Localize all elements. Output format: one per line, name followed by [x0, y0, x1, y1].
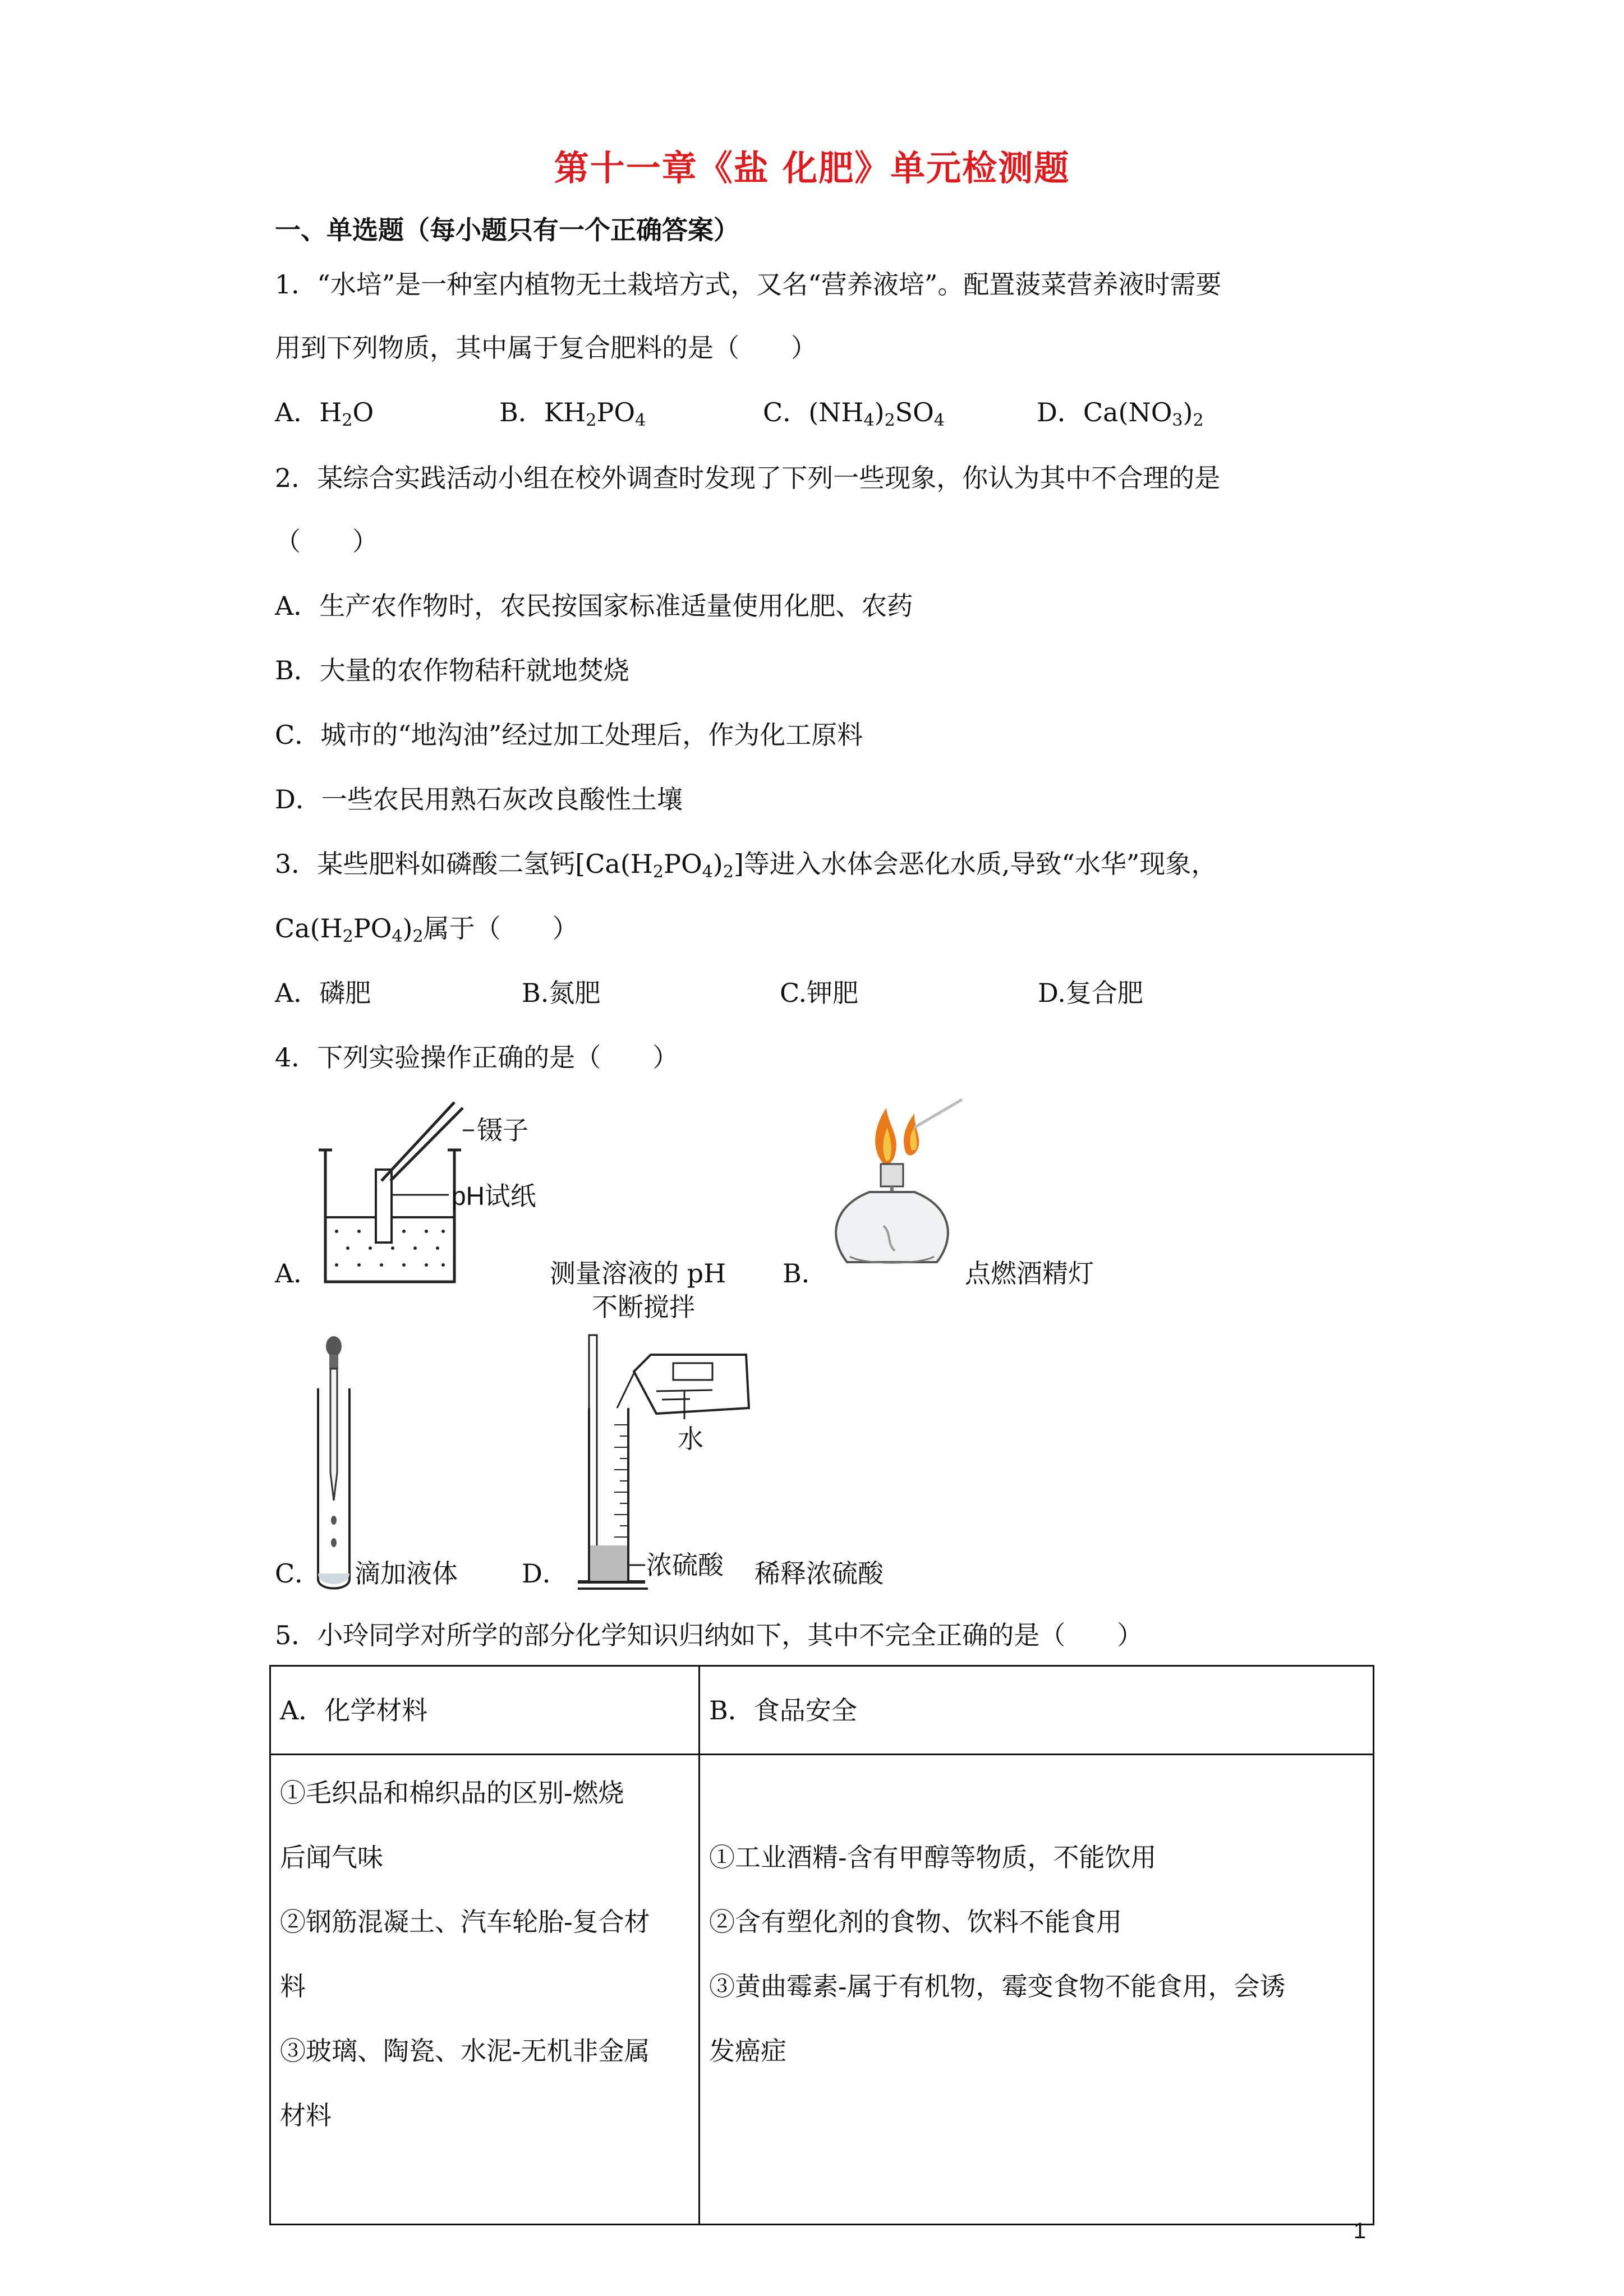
tweezers-label: 镊子 [477, 1116, 528, 1145]
q3-option-d: D.复合肥 [1038, 978, 1143, 1008]
q3-option-c: C.钾肥 [780, 978, 859, 1008]
q2-stem-line1: 2．某综合实践活动小组在校外调查时发现了下列一些现象，你认为其中不合理的是 [275, 463, 1221, 493]
q1-option-b: B．$KH_2PO_4$ [499, 397, 646, 430]
table-a-line: ③玻璃、陶瓷、水泥-无机非金属 [280, 2036, 650, 2066]
table-header-b: B．食品安全 [700, 1666, 1374, 1755]
table-b-line: ①工业酒精-含有甲醇等物质，不能饮用 [709, 1842, 1157, 1872]
q3-stem-line2: $Ca(H_2PO_4)_2$属于（ ） [275, 913, 578, 946]
q1-option-c: C．$(NH_4)_2SO_4$ [763, 397, 945, 430]
q1-stem-line2: 用到下列物质，其中属于复合肥料的是（ ） [275, 333, 817, 363]
water-label: 水 [678, 1424, 703, 1453]
table-b-line: 发癌症 [709, 2036, 786, 2066]
knowledge-summary-table [269, 1665, 1374, 2225]
table-cell-b [700, 1755, 1374, 2225]
q3-option-a: A．磷肥 [275, 978, 371, 1008]
q2-option-a: A．生产农作物时，农民按国家标准适量使用化肥、农药 [275, 591, 913, 621]
q1-option-a: A．$H_2O$ [275, 397, 374, 430]
table-b-line: ②含有塑化剂的食物、饮料不能食用 [709, 1907, 1122, 1937]
page-number: 1 [1353, 2219, 1366, 2243]
q2-option-c: C．城市的“地沟油”经过加工处理后，作为化工原料 [275, 720, 863, 750]
q4-option-c-label: C． [275, 1558, 321, 1589]
table-a-line: ②钢筋混凝土、汽车轮胎-复合材 [280, 1907, 650, 1937]
q4-option-c-caption: 滴加液体 [355, 1558, 458, 1589]
page-title: 第十一章《盐 化肥》单元检测题 [554, 148, 1070, 188]
stir-label: 不断搅拌 [592, 1292, 695, 1322]
q4-option-d-caption: 稀释浓硫酸 [755, 1558, 884, 1589]
section-heading: 一、单选题（每小题只有一个正确答案） [275, 215, 739, 245]
q2-option-b: B．大量的农作物秸秆就地焚烧 [275, 655, 629, 685]
q4-option-d-label: D． [522, 1558, 568, 1589]
table-b-line: ③黄曲霉素-属于有机物，霉变食物不能食用，会诱 [709, 1971, 1286, 2001]
q4-option-b-caption: 点燃酒精灯 [965, 1258, 1094, 1289]
table-cell-a [270, 1755, 700, 2225]
table-a-line: 材料 [280, 2100, 332, 2131]
acid-label: 浓硫酸 [646, 1550, 724, 1580]
table-header-a: A．化学材料 [270, 1666, 700, 1755]
q1-stem-line1: 1．“水培”是一种室内植物无土栽培方式，又名“营养液培”。配置菠菜营养液时需要 [275, 269, 1222, 300]
q3-option-b: B.氮肥 [522, 978, 601, 1008]
alcohol-lamp-figure [830, 1097, 965, 1282]
table-a-line: 料 [280, 1971, 306, 2001]
q4-option-b-label: B． [783, 1258, 827, 1289]
q2-option-d: D．一些农民用熟石灰改良酸性土壤 [275, 784, 683, 815]
q4-option-a-caption: 测量溶液的 pH [550, 1258, 726, 1289]
q1-option-d: D．$Ca(NO_3)_2$ [1037, 397, 1204, 430]
q5-stem: 5．小玲同学对所学的部分化学知识归纳如下，其中不完全正确的是（ ） [275, 1620, 1143, 1650]
ph-paper-label: pH试纸 [452, 1181, 536, 1211]
q2-stem-line2: （ ） [275, 526, 378, 556]
q4-option-a-label: A． [275, 1258, 320, 1289]
q3-stem-line1: 3．某些肥料如磷酸二氢钙$[Ca(H_2PO_4)_2]$等进入水体会恶化水质,导致“水华”现象， [275, 849, 1217, 882]
q4-stem: 4．下列实验操作正确的是（ ） [275, 1042, 679, 1073]
table-a-line: 后闻气味 [280, 1842, 383, 1872]
table-a-line: ①毛织品和棉织品的区别-燃烧 [280, 1778, 624, 1808]
